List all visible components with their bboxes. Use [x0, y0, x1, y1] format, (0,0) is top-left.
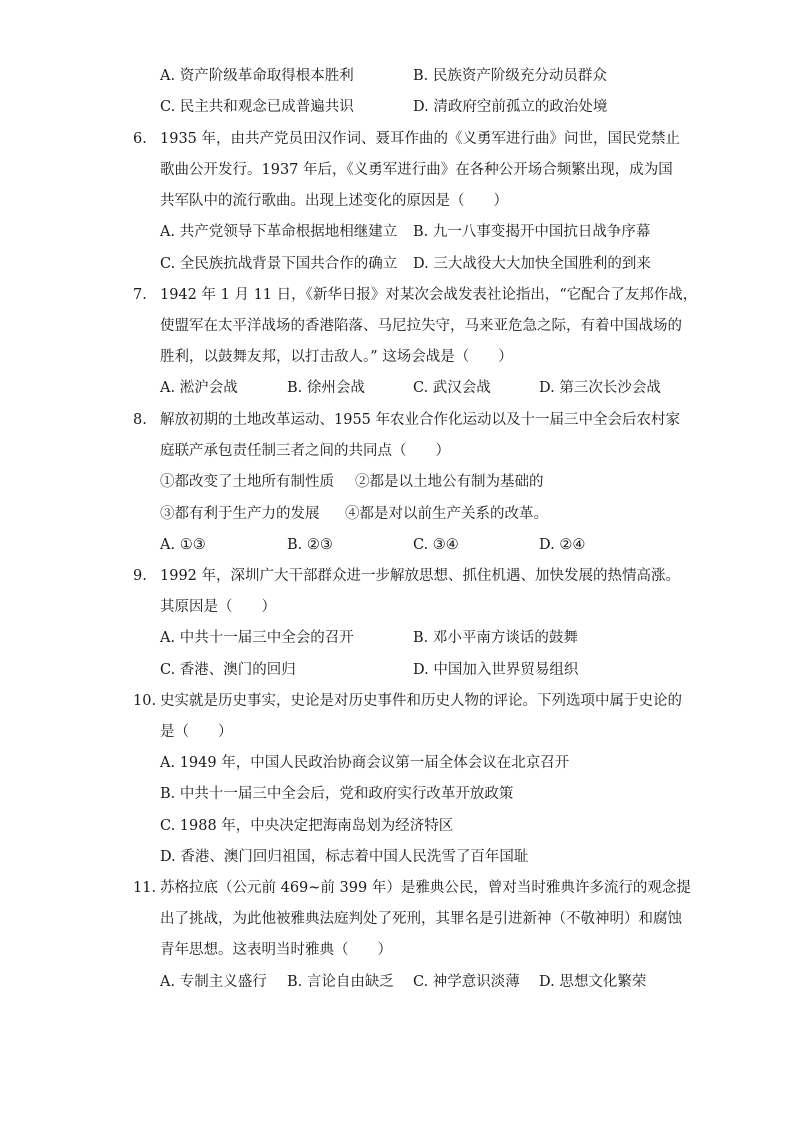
q9-option-a: A. 中共十一届三中全会的召开 [160, 630, 354, 646]
q7-option-b: B. 徐州会战 [287, 380, 365, 396]
q5-option-c: C. 民主共和观念已成普遍共识 [160, 99, 354, 115]
q9-number: 9. [133, 568, 147, 584]
q11-option-a: A. 专制主义盛行 [160, 974, 267, 990]
q11-stem-line: 青年思想。这表明当时雅典（ ） [160, 942, 392, 958]
q10-option-b: B. 中共十一届三中全会后，党和政府实行改革开放政策 [160, 786, 514, 802]
q8-stem-line: 庭联产承包责任制三者之间的共同点（ ） [160, 443, 450, 459]
q7-option-d: D. 第三次长沙会战 [539, 380, 661, 396]
q8-number: 8. [133, 412, 147, 428]
q11-option-d: D. 思想文化繁荣 [539, 974, 647, 990]
q5-option-d: D. 清政府空前孤立的政治处境 [413, 99, 608, 115]
q6-stem-line: 共军队中的流行歌曲。出现上述变化的原因是（ ） [160, 193, 508, 209]
q6-stem-line: 1935 年，由共产党员田汉作词、聂耳作曲的《义勇军进行曲》问世，国民党禁止 [160, 131, 681, 147]
q9-stem-line: 其原因是（ ） [160, 599, 276, 615]
q8-statement-2: ②都是以土地公有制为基础的 [355, 474, 544, 490]
q10-number: 10. [133, 693, 157, 709]
q9-option-b: B. 邓小平南方谈话的鼓舞 [413, 630, 578, 646]
q11-stem-line: 出了挑战，为此他被雅典法庭判处了死刑，其罪名是引进新神（不敬神明）和腐蚀 [160, 911, 682, 927]
q7-stem-line: 使盟军在太平洋战场的香港陷落、马尼拉失守，马来亚危急之际，有着中国战场的 [160, 318, 682, 334]
q9-stem-line: 1992 年，深圳广大干部群众进一步解放思想、抓住机遇、加快发展的热情高涨。 [160, 568, 681, 584]
q11-stem-line: 苏格拉底（公元前 469~前 399 年）是雅典公民，曾对当时雅典许多流行的观念提 [160, 880, 691, 896]
q10-stem-line: 是（ ） [160, 724, 233, 740]
q6-option-d: D. 三大战役大大加快全国胜利的到来 [413, 256, 651, 272]
q11-option-c: C. 神学意识淡薄 [413, 974, 520, 990]
q6-option-b: B. 九一八事变揭开中国抗日战争序幕 [413, 224, 651, 240]
q6-number: 6. [133, 131, 147, 147]
q8-statement-4: ④都是对以前生产关系的改革。 [345, 506, 548, 522]
q8-option-a: A. ①③ [160, 537, 206, 553]
q7-option-a: A. 淞沪会战 [160, 380, 238, 396]
q10-option-c: C. 1988 年，中央决定把海南岛划为经济特区 [160, 818, 454, 834]
q6-option-c: C. 全民族抗战背景下国共合作的确立 [160, 256, 398, 272]
q10-option-d: D. 香港、澳门回归祖国，标志着中国人民洗雪了百年国耻 [160, 849, 529, 865]
q8-stem-line: 解放初期的土地改革运动、1955 年农业合作化运动以及十一届三中全会后农村家 [160, 412, 681, 428]
q9-option-c: C. 香港、澳门的回归 [160, 662, 296, 678]
q5-option-b: B. 民族资产阶级充分动员群众 [413, 68, 607, 84]
q10-stem-line: 史实就是历史事实，史论是对历史事件和历史人物的评论。下列选项中属于史论的 [160, 693, 682, 709]
q8-statement-1: ①都改变了土地所有制性质 [160, 474, 334, 490]
q8-option-d: D. ②④ [539, 537, 586, 553]
q7-stem-line: 1942 年 1 月 11 日，《新华日报》对某次会战发表社论指出，“它配合了友邦作战， [160, 287, 698, 303]
q8-statement-3: ③都有利于生产力的发展 [160, 506, 320, 522]
q8-option-c: C. ③④ [413, 537, 459, 553]
q9-option-d: D. 中国加入世界贸易组织 [413, 662, 579, 678]
q7-option-c: C. 武汉会战 [413, 380, 491, 396]
q6-stem-line: 歌曲公开发行。1937 年后，《义勇军进行曲》在各种公开场合频繁出现，成为国 [160, 162, 673, 178]
q11-option-b: B. 言论自由缺乏 [287, 974, 394, 990]
q6-option-a: A. 共产党领导下革命根据地相继建立 [160, 224, 398, 240]
q11-number: 11. [133, 880, 157, 896]
q5-option-a: A. 资产阶级革命取得根本胜利 [160, 68, 354, 84]
q7-stem-line: 胜利，以鼓舞友邦，以打击敌人。” 这场会战是（ ） [160, 349, 513, 365]
q7-number: 7. [133, 287, 147, 303]
q10-option-a: A. 1949 年，中国人民政治协商会议第一届全体会议在北京召开 [160, 755, 570, 771]
q8-option-b: B. ②③ [287, 537, 333, 553]
